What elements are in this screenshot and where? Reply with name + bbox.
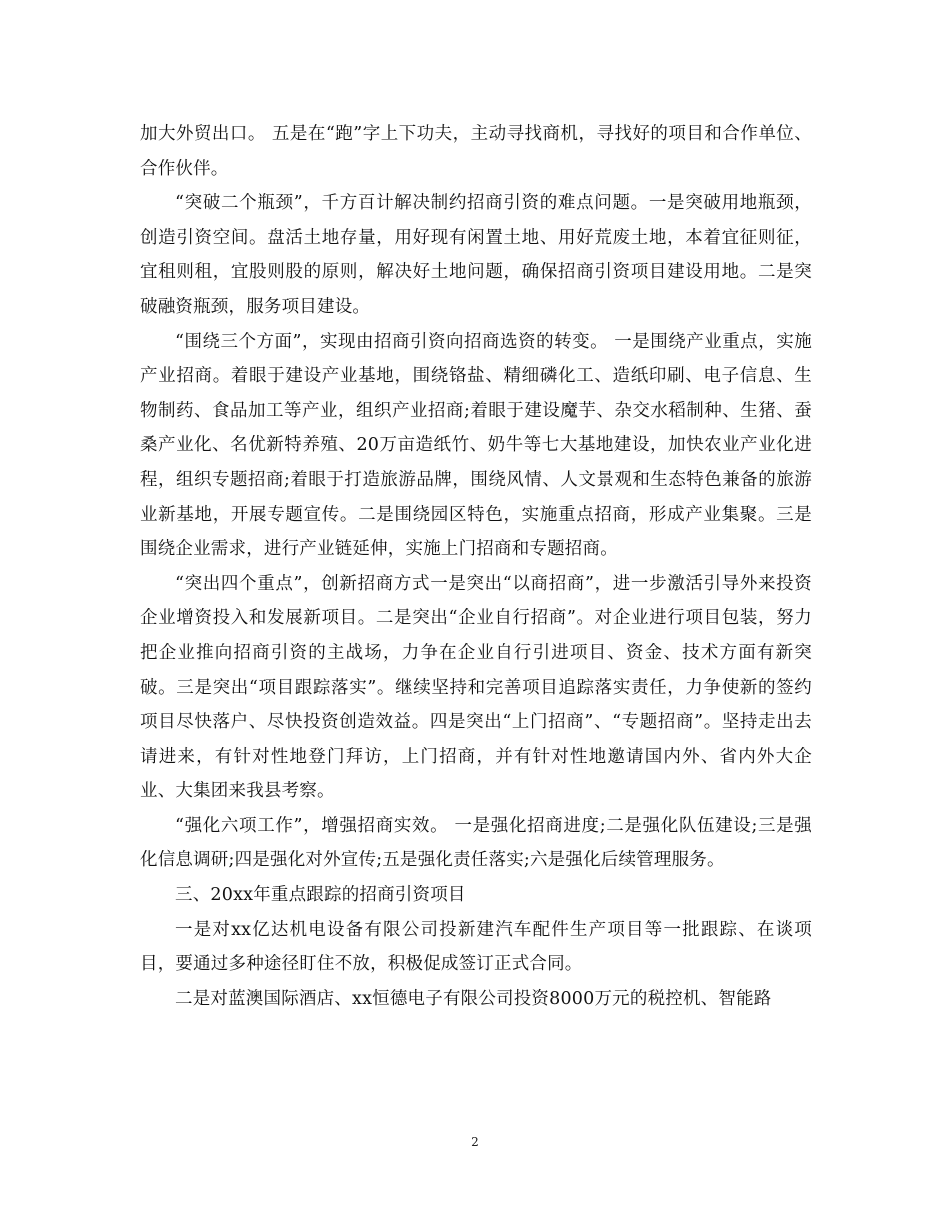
paragraph-1: 加大外贸出口。 五是在“跑”字上下功夫，主动寻找商机，寻找好的项目和合作单位、合作伙伴。 — [140, 124, 812, 179]
paragraph-4: “突出四个重点”，创新招商方式一是突出“以商招商”，进一步激活引导外来投资企业增资投入和发展新项目。二是突出“企业自行招商”。对企业进行项目包装，努力把企业推向招商引资的主战场，力争在企业自行引进项目、资金、技术方面有新突破。三是突出“项目跟踪落实”。继续坚持和完善项目追踪落实责任，力争使新的签约项目尽快落户、尽快投资创造效益。四是突出“上门招商”、“专题招商”。坚持走出去请进来，有针对性地登门拜访，上门招商，并有针对性地邀请国内外、省内外大企业、大集团来我县考察。 — [140, 573, 812, 802]
page-number: 2 — [471, 1135, 479, 1149]
paragraph-7: 一是对xx亿达机电设备有限公司投新建汽车配件生产项目等一批跟踪、在谈项目，要通过多种途径盯住不放，积极促成签订正式合同。 — [140, 919, 812, 975]
paragraph-5: “强化六项工作”，增强招商实效。 一是强化招商进度;二是强化队伍建设;三是强化信息调研;四是强化对外宣传;五是强化责任落实;六是强化后续管理服务。 — [140, 815, 812, 871]
paragraph-8: 二是对蓝澳国际酒店、xx恒德电子有限公司投资8000万元的税控机、智能路 — [175, 988, 772, 1009]
section-heading: 三、20xx年重点跟踪的招商引资项目 — [175, 885, 466, 906]
paragraph-3: “围绕三个方面”，实现由招商引资向招商选资的转变。 一是围绕产业重点，实施产业招商。着眼于建设产业基地，围绕铬盐、精细磷化工、造纸印刷、电子信息、生物制药、食品加工等产业，组织产业招商;着眼于建设魔芋、杂交水稻制种、生猪、蚕桑产业化、名优新特养殖、20万亩造纸竹、奶牛等七大基地建设，加快农业产业化进程，组织专题招商;着眼于打造旅游品牌，围绕风情、人文景观和生态特色兼备的旅游业新基地，开展专题宣传。二是围绕园区特色，实施重点招商，形成产业集聚。三是围绕企业需求，进行产业链延伸，实施上门招商和专题招商。 — [140, 331, 812, 560]
document-body — [140, 117, 812, 1016]
paragraph-2: “突破二个瓶颈”，千方百计解决制约招商引资的难点问题。一是突破用地瓶颈，创造引资空间。盘活土地存量，用好现有闲置土地、用好荒废土地，本着宜征则征，宜租则租，宜股则股的原则，解决好土地问题，确保招商引资项目建设用地。二是突破融资瓶颈，服务项目建设。 — [140, 193, 812, 317]
